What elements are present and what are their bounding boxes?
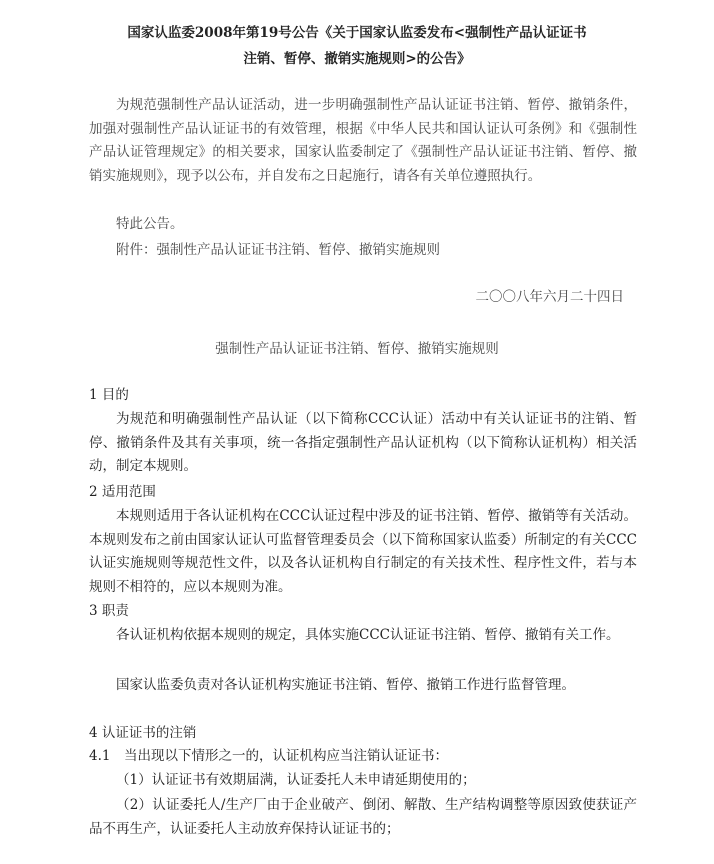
attachment-line: 附件：强制性产品认证证书注销、暂停、撤销实施规则 (116, 242, 440, 258)
notice-line: 特此公告。 (116, 216, 184, 232)
issue-date: 二〇〇八年六月二十四日 (475, 289, 624, 305)
section-1-text: 为规范和明确强制性产品认证（以下简称CCC认证）活动中有关认证证书的注销、暂停、撤销条件及其有关事项，统一各指定强制性产品认证机构（以下简称认证机构）相关活动，制定本规则。 (89, 411, 637, 475)
section-2-text: 本规则适用于各认证机构在CCC认证过程中涉及的证书注销、暂停、撤销等有关活动。本规则发布之前由国家认证认可监督管理委员会（以下简称国家认监委）所制定的有关CCC认证实施规则等规范性文件，以及各认证机构自行制定的有关技术性、程序性文件，若与本规则不相符的，应以本规则为准。 (89, 508, 637, 595)
intro-paragraph: 为规范强制性产品认证活动，进一步明确强制性产品认证证书注销、暂停、撤销条件，加强对强制性产品认证证书的有效管理，根据《中华人民共和国认证认可条例》和《强制性产品认证管理规定》的相关要求，国家认监委制定了《强制性产品认证证书注销、暂停、撤销实施规则》，现予以公布，并自发布之日起施行，请各有关单位遵照执行。 (89, 97, 637, 184)
clause-4-1-item-1: （1）认证证书有效期届满，认证委托人未申请延期使用的； (116, 772, 476, 788)
document-title-line-1: 国家认监委2008年第19号公告《关于国家认监委发布<强制性产品认证证书 (127, 25, 587, 41)
section-3-text-1: 各认证机构依据本规则的规定，具体实施CCC认证证书注销、暂停、撤销有关工作。 (116, 627, 620, 643)
clause-4-1: 4.1 当出现以下情形之一的，认证机构应当注销认证证书： (89, 748, 448, 764)
document-title-line-2: 注销、暂停、撤销实施规则>的公告》 (243, 51, 471, 67)
rules-title: 强制性产品认证证书注销、暂停、撤销实施规则 (215, 341, 499, 357)
section-3-text-2: 国家认监委负责对各认证机构实施证书注销、暂停、撤销工作进行监督管理。 (116, 677, 575, 693)
section-2-heading: 2 适用范围 (89, 484, 156, 500)
section-1-heading: 1 目的 (89, 387, 129, 403)
section-3-heading: 3 职责 (89, 603, 129, 619)
clause-4-1-item-2: （2）认证委托人/生产厂由于企业破产、倒闭、解散、生产结构调整等原因致使获证产品不再生产，认证委托人主动放弃保持认证证书的； (89, 797, 637, 837)
section-4-heading: 4 认证证书的注销 (89, 725, 197, 741)
